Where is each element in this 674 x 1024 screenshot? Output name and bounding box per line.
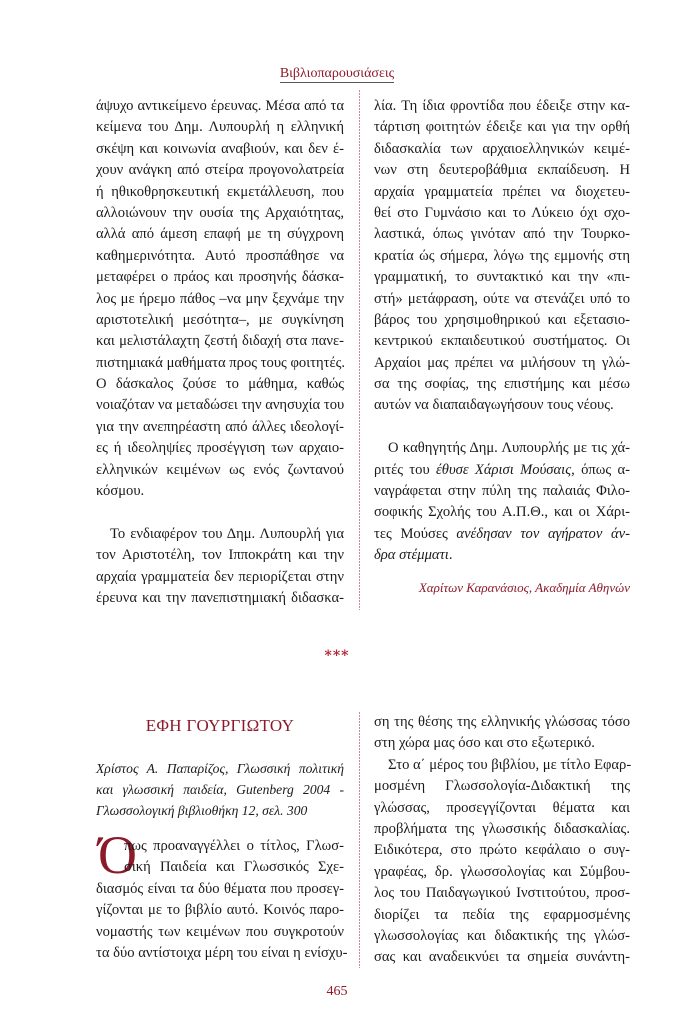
text-line: Ο δάσκαλος ζούσε το μάθημα, καθώς xyxy=(96,376,344,393)
text-line: έρευνα και την πανεπιστημιακή διδασκα- xyxy=(96,589,344,606)
text-line: σα της σοφίας, της επιστήμης και μέσω xyxy=(374,376,630,393)
text-line: χουν ανάγκη από στείρα προγονολατρεία xyxy=(96,162,344,179)
text-line: στή» μετάφραση, ούτε να στενάζει υπό το xyxy=(374,290,630,307)
text-line: γραμματική, το συντακτικό και την «πι- xyxy=(374,269,630,286)
italic-quote: ανέδησαν τον αγήρατον άν- xyxy=(456,525,630,542)
text-line xyxy=(374,545,630,566)
text-line: Στο α΄ μέρος του βιβλίου, με τίτλο Εφαρ- xyxy=(388,756,632,773)
text-line: τον Αριστοτέλη, τον Ιπποκράτη και την xyxy=(96,547,344,564)
text-line: κόσμου. xyxy=(96,483,145,500)
text-line: για την ανεπηρέαστη από άλλες ιδεολογί- xyxy=(96,418,344,435)
text-line: ναγράφεται στην πύλη της παλαιάς Φιλο- xyxy=(374,483,630,500)
drop-cap: Ό xyxy=(98,825,137,885)
text-line: Το ενδιαφέρον του Δημ. Λυπουρλή για xyxy=(110,525,344,542)
text-line: πως προαναγγέλλει ο τίτλος, Γλωσ- xyxy=(124,838,344,854)
text-line: αλλά από άμεση επαφή με τη σύγχρονη xyxy=(96,226,344,243)
column-divider xyxy=(359,90,360,610)
review1-column-right xyxy=(374,96,630,567)
text-line: νων στη δευτεροβάθμια εκπαίδευση. Η xyxy=(374,162,630,179)
review2-column-left xyxy=(96,836,348,964)
text-line: προβλήματα της γλωσσικής διδασκαλίας. xyxy=(374,820,630,837)
text-line: Ειδικότερα, στο πρώτο κεφάλαιο ο συγ- xyxy=(374,842,630,859)
text-line: λαστικά, όπως γινόταν από την Τουρκο- xyxy=(374,226,630,243)
bibliographic-reference xyxy=(96,758,344,821)
text-line: Ο καθηγητής Δημ. Λυπουρλής με τις χά- xyxy=(388,440,630,457)
text-run: ριτές του xyxy=(374,461,437,478)
text-line: νομαστής των κειμένων που συγκροτούν xyxy=(96,923,344,940)
page-number: 465 xyxy=(326,984,348,999)
text-line: νοιαζόταν να μεταδώσει την ανησυχία του xyxy=(96,397,345,414)
text-line: ση της θέσης της ελληνικής γλώσσας τόσο xyxy=(374,714,630,730)
text-line: σική Παιδεία και Γλωσσικός Σχε- xyxy=(124,859,344,876)
text-line: αριστοτελική μεσότητα–, με συγκίνηση xyxy=(96,311,344,328)
text-line: γραφέας, δρ. γλωσσολογίας και Σύμβου- xyxy=(374,863,630,880)
review1-column-left xyxy=(96,96,344,609)
text-line: καθημερινότητα. Αυτό προσπάθησε να xyxy=(96,247,344,264)
text-line: γίζονται με το βιβλίο αυτό. Κοινός παρο- xyxy=(96,902,344,919)
text-line: Χρίστος Α. Παπαρίζος, Γλωσσική πολιτική xyxy=(96,761,344,776)
text-line: βάρος του χρησιμοθηρικού και εξετασιο- xyxy=(374,311,630,328)
text-line: αρχαία γραμματεία δεν περιορίζεται στην xyxy=(96,568,344,585)
text-line: διορίζει τα πεδία της εφαρμοσμένης xyxy=(374,906,630,923)
text-line: σας και αναδεικνύει τα σημεία συνάντη- xyxy=(374,949,630,966)
column-divider xyxy=(359,712,360,968)
text-line: κεντρικού εκπαιδευτικού συστήματος. Οι xyxy=(374,333,630,350)
text-line: κείμενα του Δημ. Λυπουρλή η ελληνική xyxy=(96,119,344,136)
text-line: λος με ήρεμο πάθος –να μην ξεχνάμε την xyxy=(96,290,344,307)
text-line: λος του Παιδαγωγικού Ινστιτούτου, προσ- xyxy=(374,885,630,902)
text-line: θεί στο Γυμνάσιο και το Λύκειο όχι σχο- xyxy=(374,204,630,221)
text-line: ες ή ιδεοληψίες προσέγγιση των αρχαιο- xyxy=(96,440,344,457)
text-line: διδασκαλία των αρχαιοελληνικών κειμέ- xyxy=(374,140,630,157)
text-line: διασμός είναι τα δύο θέματα που προσεγ- xyxy=(96,880,344,897)
text-line: κρατία ώς σήμερα, λόγω της εμμονής στη xyxy=(374,247,630,264)
running-head xyxy=(0,66,674,82)
review2-column-right xyxy=(374,712,630,969)
text-line: μεταφέρει ο πράος και προσηνής δάσκα- xyxy=(96,269,344,286)
text-line: τα δύο αντίστοιχα μέρη του είναι η ενίσχυ- xyxy=(96,944,348,961)
italic-quote: δρα στέμματι xyxy=(374,547,449,564)
text-line: ελληνικών κειμένων ως ενός ζωντανού xyxy=(96,461,344,478)
section-separator: *** xyxy=(324,648,350,664)
text-run: , όπως α- xyxy=(571,461,630,478)
text-line: σοφικής Σχολής του Α.Π.Θ., και οι Χάρι- xyxy=(374,504,630,521)
text-line xyxy=(374,460,630,481)
text-line: και γλωσσική παιδεία, Gutenberg 2004 - xyxy=(96,782,344,797)
text-run: τες Μούσες xyxy=(374,525,457,542)
text-line: και μελιστάλαχτη ζεστή διδαχή στα πανε- xyxy=(96,333,344,350)
text-line: αλλοιώνουν την ουσία της Αρχαιότητας, xyxy=(96,204,344,221)
text-line: στη χώρα μας όσο και στο εξωτερικό. xyxy=(374,735,595,752)
italic-quote: έθυσε Χάρισι Μούσαις xyxy=(436,461,572,478)
paragraph-gap xyxy=(96,502,344,523)
text-line: γλώσσας, προσεγγίζονται θέματα και xyxy=(374,799,630,816)
text-line: σκέψη και κοινωνία αναβιούν, και δεν έ- xyxy=(96,140,344,157)
text-line: Αρχαίοι μας πρέπει να μιλήσουν τη γλώ- xyxy=(374,354,630,371)
text-line: ή ηθικοθρησκευτική εκμετάλλευση, που xyxy=(96,183,344,200)
section-title: Βιβλιοπαρουσιάσεις xyxy=(279,66,395,81)
text-run: . xyxy=(448,547,453,564)
text-line: τάρτιση φοιτητών έδειξε και για την ορθή xyxy=(374,119,630,136)
text-line: λία. Τη ίδια φροντίδα που έδειξε στην κα- xyxy=(374,98,630,114)
text-line: αρχαία γραμματεία πρέπει να διοχετευ- xyxy=(374,183,630,200)
text-line: πιστημιακά μαθήματα προς τους φοιτητές. xyxy=(96,354,346,371)
text-line: Γλωσσολογική βιβλιοθήκη 12, σελ. 300 xyxy=(96,803,308,818)
text-line: αυτών να διαπαιδαγωγήσουν τους νέους. xyxy=(374,397,614,414)
text-line: μοσμένη Γλωσσολογία-Διδακτική της xyxy=(374,778,630,795)
review-author-heading: ΕΦΗ ΓΟΥΡΓΙΩΤΟΥ xyxy=(145,716,295,735)
paragraph-gap xyxy=(374,417,630,438)
text-line: γλωσσολογίας και διδακτικής της γλώσ- xyxy=(374,927,630,944)
text-line xyxy=(374,524,630,545)
text-line: άψυχο αντικείμενο έρευνας. Μέσα από τα xyxy=(96,98,344,114)
review-signature: Χαρίτων Καρανάσιος, Ακαδημία Αθηνών xyxy=(418,580,630,595)
